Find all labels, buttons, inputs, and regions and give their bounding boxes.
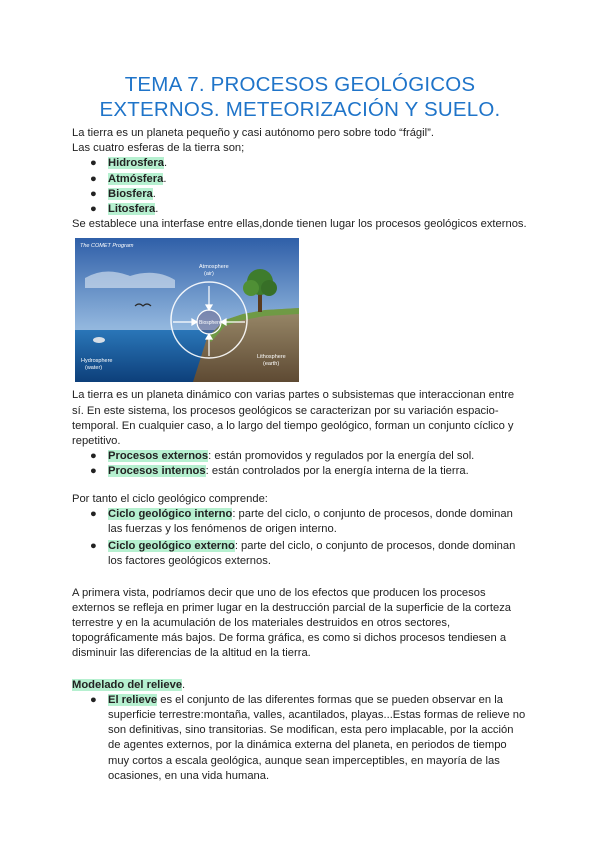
figure-program-label: The COMET Program: [80, 243, 134, 250]
sphere-term: Atmósfera: [108, 172, 164, 185]
sphere-term: Hidrosfera: [108, 157, 164, 170]
relief-desc: es el conjunto de las diferentes formas que se pueden observar en la superficie terrestre:montaña, valles, acantilados, playas...Estas formas de relieve no son definitivas, sino transitorias. Se modifican, esta pero implacable, por la acción de agentes externos, por la dinámica externa del planeta, en periodos de tiempo muy cortos a escala geológica, aunque sean imperceptibles, en mayoría de las ocasiones, en una vida humana.: [108, 693, 526, 782]
dynamic-paragraph: La tierra es un planeta dinámico con varias partes o subsistemas que interaccionan entre sí. En este sistema, los procesos geológicos se caracterizan por su variación espacio-temporal. En cualquier caso, a lo largo del tiempo geológico, forman un conjunto cíclico y repetitivo.: [72, 389, 515, 448]
title-line-2: EXTERNOS. METEORIZACIÓN Y SUELO.: [99, 98, 501, 121]
title-line-1: TEMA 7. PROCESOS GEOLÓGICOS: [124, 73, 476, 96]
document-page: [72, 72, 528, 784]
interface-paragraph: Se establece una interfase entre ellas,donde tienen lugar los procesos geológicos externos.: [72, 218, 527, 231]
process-term: Procesos internos: [108, 465, 206, 478]
relief-term: El relieve: [108, 693, 158, 706]
process-desc: : están controlados por la energía interna de la tierra.: [205, 465, 469, 478]
sphere-term: Litosfera: [108, 203, 156, 216]
lithosphere-label: Lithosphere: [257, 354, 286, 361]
hydrosphere-label: Hydrosphere: [81, 358, 113, 365]
atmosphere-sub-label: (air): [204, 271, 214, 278]
relief-heading: Modelado del relieve.: [72, 678, 186, 691]
atmosphere-label: Atmosphere: [199, 264, 229, 271]
earth-spheres-figure: [75, 238, 299, 382]
bullet-icon: ●: [90, 172, 97, 185]
list-item: [72, 507, 528, 537]
fish-icon: [93, 337, 105, 343]
list-item: ● Litosfera.: [72, 202, 528, 217]
cycle-intro: Por tanto el ciclo geológico comprende:: [72, 492, 268, 505]
list-item: ● Biosfera.: [72, 187, 528, 202]
biosphere-label: Biosphere: [199, 320, 222, 327]
hydrosphere-sub-label: (water): [85, 365, 103, 372]
list-item: ● Atmósfera.: [72, 172, 528, 187]
bullet-icon: ●: [90, 450, 97, 463]
intro-paragraph-2: Las cuatro esferas de la tierra son;: [72, 142, 245, 155]
relief-heading-term: Modelado del relieve: [72, 678, 183, 691]
process-desc: : están promovidos y regulados por la energía del sol.: [208, 450, 475, 463]
cycles-list: [72, 507, 528, 570]
bullet-icon: ●: [90, 157, 97, 170]
spheres-list: [72, 156, 528, 217]
effects-paragraph: A primera vista, podríamos decir que uno de los efectos que producen los procesos externos se refleja en primer lugar en la destrucción parcial de la superficie de la corteza terrestre y en la acumulación de los materiales destruidos en otros sectores, topográficamente más bajos. De forma gráfica, es como si dichos procesos tendiesen a disminuir las diferencias de la altitud en la tierra.: [72, 586, 512, 660]
lithosphere-sub-label: (earth): [263, 361, 280, 368]
list-item: [72, 693, 528, 784]
bullet-icon: ●: [90, 540, 97, 553]
bullet-icon: ●: [90, 203, 97, 216]
bullet-icon: ●: [90, 187, 97, 200]
processes-list: [72, 449, 528, 479]
process-term: Procesos externos: [108, 450, 209, 463]
list-item: [72, 464, 528, 479]
bullet-icon: ●: [90, 693, 97, 706]
cycle-term: Ciclo geológico interno: [108, 507, 233, 520]
list-item: [72, 539, 528, 569]
bullet-icon: ●: [90, 465, 97, 478]
bullet-icon: ●: [90, 507, 97, 520]
cycle-desc: : parte del ciclo, o conjunto de procesos, donde dominan los factores geológicos externos.: [108, 540, 516, 568]
cycle-desc: : parte del ciclo, o conjunto de procesos, donde dominan las fuerzas y los fenómenos de origen interno.: [108, 507, 513, 536]
list-item: ● Hidrosfera.: [72, 156, 528, 171]
cycle-term: Ciclo geológico externo: [108, 540, 235, 553]
relief-list: [72, 693, 528, 784]
page-title: [72, 72, 528, 122]
intro-paragraph-1: La tierra es un planeta pequeño y casi autónomo pero sobre todo “frágil”.: [72, 127, 434, 139]
list-item: [72, 449, 528, 464]
sphere-term: Biosfera: [108, 187, 153, 200]
